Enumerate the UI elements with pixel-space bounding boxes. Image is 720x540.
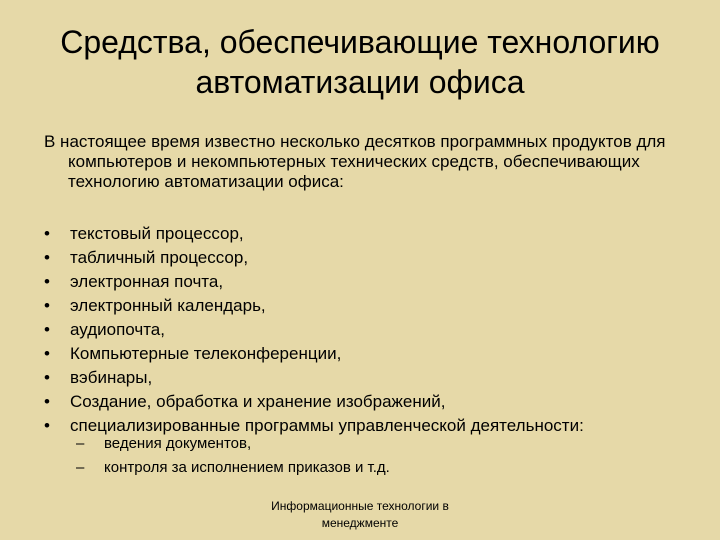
intro-paragraph: В настоящее время известно несколько десятков программных продуктов для компьютеров и некомпьютерных технических средств, обеспечивающих технологию автоматизации офиса:	[44, 132, 666, 191]
list-item	[44, 222, 694, 246]
sub-list-item-text: ведения документов,	[104, 435, 252, 452]
bullet-icon: •	[44, 368, 50, 387]
sub-bullet-list	[76, 432, 390, 480]
list-item-text: специализированные программы управленческой деятельности:	[70, 416, 584, 435]
list-item-text: электронная почта,	[70, 272, 224, 291]
bullet-icon: •	[44, 392, 50, 411]
list-item-text: аудиопочта,	[70, 320, 165, 339]
list-item-text: Компьютерные телеконференции,	[70, 344, 342, 363]
sub-list-item-text: контроля за исполнением приказов и т.д.	[104, 459, 390, 476]
list-item-text: текстовый процессор,	[70, 224, 244, 243]
bullet-icon: •	[44, 224, 50, 243]
list-item	[44, 342, 694, 366]
bullet-icon: •	[44, 416, 50, 435]
sub-list-item	[76, 432, 390, 456]
list-item-text: электронный календарь,	[70, 296, 266, 315]
list-item	[44, 318, 694, 342]
sub-list-item	[76, 456, 390, 480]
list-item	[44, 270, 694, 294]
list-item	[44, 294, 694, 318]
slide-footer: Информационные технологии в менеджменте	[271, 499, 449, 530]
bullet-icon: •	[44, 272, 50, 291]
slide-title: Средства, обеспечивающие технологию автоматизации офиса	[60, 24, 660, 100]
list-item-text: вэбинары,	[70, 368, 153, 387]
dash-icon: –	[76, 435, 85, 452]
dash-icon: –	[76, 459, 85, 476]
list-item	[44, 390, 694, 414]
list-item-text: Создание, обработка и хранение изображений,	[70, 392, 446, 411]
bullet-icon: •	[44, 344, 50, 363]
list-item	[44, 366, 694, 390]
bullet-icon: •	[44, 248, 50, 267]
bullet-list	[44, 222, 694, 438]
bullet-icon: •	[44, 320, 50, 339]
bullet-icon: •	[44, 296, 50, 315]
list-item-text: табличный процессор,	[70, 248, 249, 267]
list-item	[44, 246, 694, 270]
